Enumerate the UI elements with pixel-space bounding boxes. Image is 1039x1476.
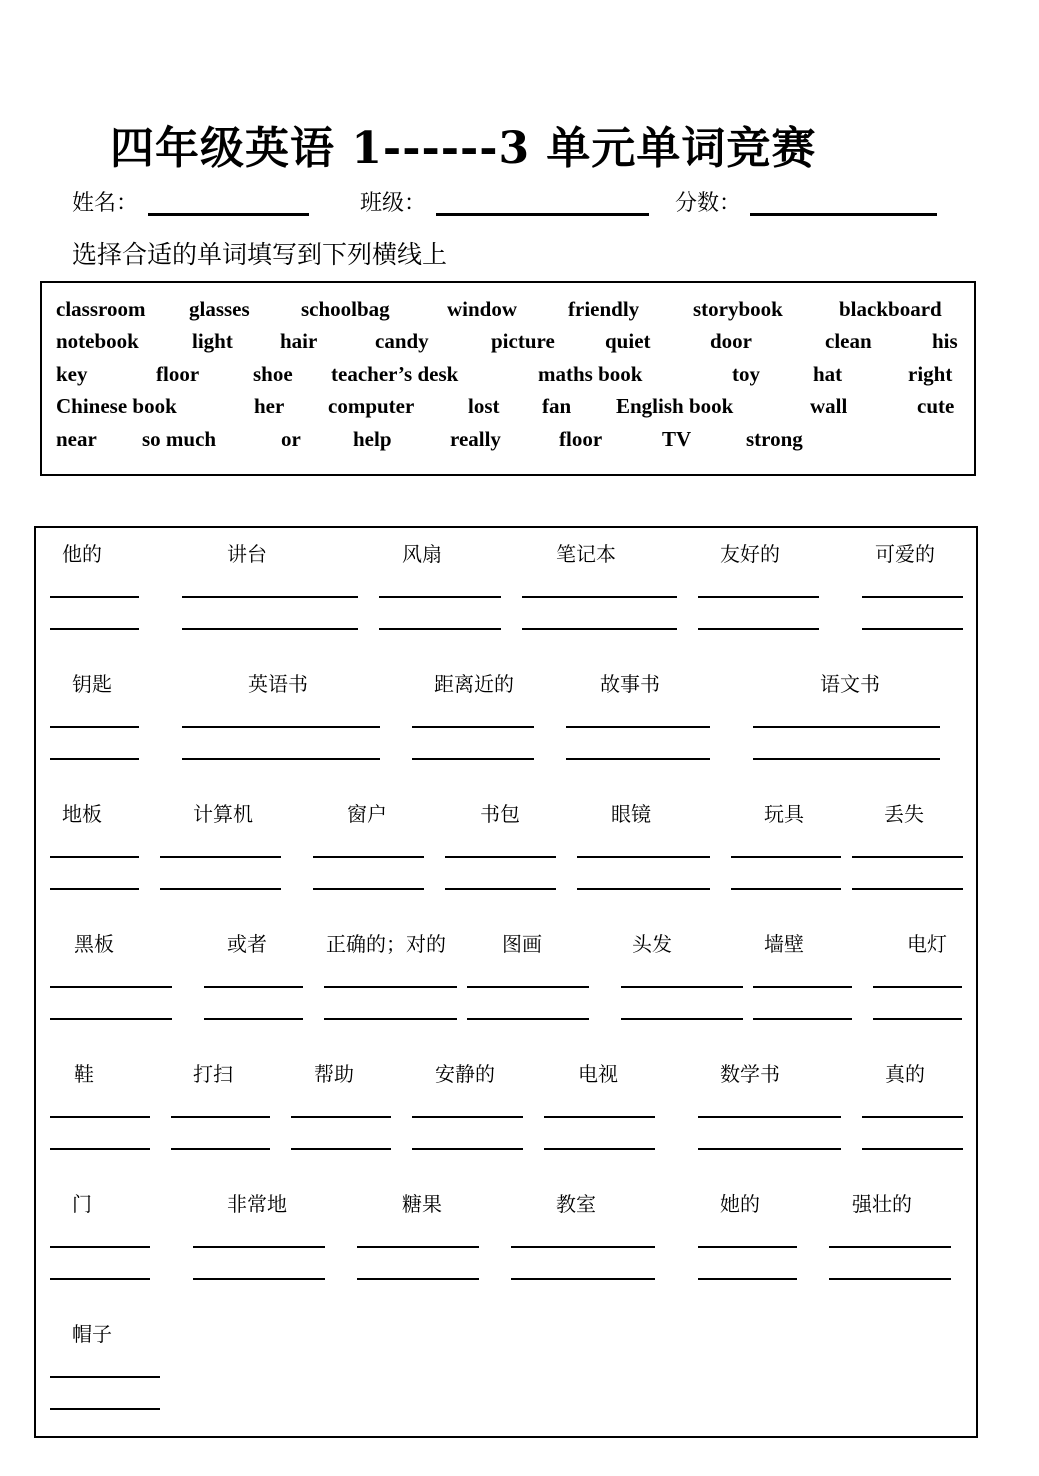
word-bank-word: clean <box>825 329 872 353</box>
word-bank-word: wall <box>810 394 848 418</box>
word-bank-word: fan <box>542 394 572 418</box>
answer-line[interactable] <box>852 888 963 890</box>
word-bank-row <box>42 297 974 329</box>
question-label: 语文书 <box>820 672 880 696</box>
question-label: 故事书 <box>600 672 660 696</box>
answer-line[interactable] <box>50 1116 150 1118</box>
answer-line[interactable] <box>544 1116 655 1118</box>
answer-line[interactable] <box>50 1376 160 1378</box>
answer-line[interactable] <box>566 726 710 728</box>
name-label: 姓名： <box>72 191 139 216</box>
question-label: 或者 <box>227 932 267 956</box>
word-bank-word: lost <box>468 394 500 418</box>
answer-line[interactable] <box>698 1116 841 1118</box>
answer-line[interactable] <box>698 1148 841 1150</box>
question-label: 电灯 <box>907 932 947 956</box>
answer-line[interactable] <box>753 986 852 988</box>
word-bank-word: so much <box>142 427 217 451</box>
word-bank-word: classroom <box>56 297 146 321</box>
question-label: 糖果 <box>402 1192 442 1216</box>
question-label: 图画 <box>502 932 542 956</box>
score-label: 分数： <box>675 191 742 216</box>
word-bank-word: help <box>353 427 392 451</box>
answer-line[interactable] <box>698 1246 797 1248</box>
question-label: 黑板 <box>74 932 114 956</box>
page-title: 四年级英语 1------3 单元单词竞赛 <box>110 123 817 174</box>
word-bank-word: window <box>447 297 518 321</box>
answer-line[interactable] <box>412 726 534 728</box>
word-bank-word: storybook <box>693 297 783 321</box>
answer-line[interactable] <box>753 758 940 760</box>
word-bank-word: friendly <box>568 297 640 321</box>
answer-line[interactable] <box>698 628 819 630</box>
word-bank-word: his <box>932 329 958 353</box>
word-bank-word: blackboard <box>839 297 942 321</box>
question-label: 书包 <box>480 802 520 826</box>
answer-line[interactable] <box>873 1018 962 1020</box>
answer-line[interactable] <box>544 1148 655 1150</box>
word-bank-word: floor <box>156 362 200 386</box>
answer-line[interactable] <box>511 1278 655 1280</box>
questions-box <box>34 526 978 1438</box>
word-bank-word: notebook <box>56 329 139 353</box>
answer-line[interactable] <box>182 628 358 630</box>
answer-line[interactable] <box>160 888 281 890</box>
word-bank-word: hair <box>280 329 318 353</box>
answer-line[interactable] <box>357 1246 479 1248</box>
answer-line[interactable] <box>171 1116 270 1118</box>
instruction-text: 选择合适的单词填写到下列横线上 <box>72 240 448 269</box>
answer-line[interactable] <box>324 986 457 988</box>
answer-line[interactable] <box>313 888 424 890</box>
word-bank-word: really <box>450 427 501 451</box>
answer-line[interactable] <box>324 1018 457 1020</box>
answer-line[interactable] <box>50 856 139 858</box>
word-bank-row <box>42 427 974 459</box>
answer-line[interactable] <box>204 1018 303 1020</box>
word-bank-word: strong <box>746 427 803 451</box>
word-bank-word: shoe <box>253 362 293 386</box>
word-bank-word: quiet <box>605 329 651 353</box>
word-bank-row <box>42 329 974 361</box>
answer-line[interactable] <box>511 1246 655 1248</box>
question-label: 英语书 <box>248 672 308 696</box>
answer-line[interactable] <box>621 1018 743 1020</box>
answer-line[interactable] <box>731 888 841 890</box>
question-label: 他的 <box>62 542 102 566</box>
answer-line[interactable] <box>753 726 940 728</box>
word-bank-box <box>40 281 976 476</box>
word-bank-word: key <box>56 362 88 386</box>
question-label: 真的 <box>885 1062 925 1086</box>
answer-line[interactable] <box>873 986 962 988</box>
answer-line[interactable] <box>467 1018 589 1020</box>
answer-line[interactable] <box>50 1018 172 1020</box>
question-label: 墙壁 <box>764 932 804 956</box>
word-bank-word: picture <box>491 329 555 353</box>
question-label: 窗户 <box>347 802 387 826</box>
answer-line[interactable] <box>50 1148 150 1150</box>
word-bank-word: hat <box>813 362 843 386</box>
word-bank-word: toy <box>732 362 760 386</box>
answer-line[interactable] <box>50 1278 150 1280</box>
score-field-line[interactable] <box>750 213 937 216</box>
question-label: 可爱的 <box>875 542 935 566</box>
word-bank-word: Chinese book <box>56 394 177 418</box>
answer-line[interactable] <box>412 1148 523 1150</box>
class-field-line[interactable] <box>436 213 649 216</box>
answer-line[interactable] <box>182 596 358 598</box>
question-label: 正确的；对的 <box>326 932 446 956</box>
answer-line[interactable] <box>182 726 380 728</box>
question-label: 打扫 <box>193 1062 233 1086</box>
answer-line[interactable] <box>357 1278 479 1280</box>
answer-line[interactable] <box>50 1408 160 1410</box>
word-bank-word: English book <box>616 394 734 418</box>
answer-line[interactable] <box>829 1246 951 1248</box>
answer-line[interactable] <box>50 628 139 630</box>
word-bank-word: computer <box>328 394 415 418</box>
answer-line[interactable] <box>829 1278 951 1280</box>
question-label: 友好的 <box>720 542 780 566</box>
answer-line[interactable] <box>379 596 501 598</box>
question-label: 帽子 <box>72 1322 112 1346</box>
word-bank-word: floor <box>559 427 603 451</box>
answer-line[interactable] <box>193 1246 325 1248</box>
answer-line[interactable] <box>467 986 589 988</box>
answer-line[interactable] <box>862 1148 963 1150</box>
answer-line[interactable] <box>445 856 556 858</box>
question-label: 门 <box>72 1192 92 1216</box>
answer-line[interactable] <box>171 1148 270 1150</box>
question-label: 笔记本 <box>556 542 616 566</box>
answer-line[interactable] <box>862 628 963 630</box>
answer-line[interactable] <box>291 1116 391 1118</box>
question-label: 她的 <box>720 1192 760 1216</box>
word-bank-word: schoolbag <box>301 297 390 321</box>
question-label: 帮助 <box>314 1062 354 1086</box>
word-bank-word: TV <box>662 427 692 451</box>
answer-line[interactable] <box>193 1278 325 1280</box>
answer-line[interactable] <box>50 758 139 760</box>
answer-line[interactable] <box>50 726 139 728</box>
answer-line[interactable] <box>862 596 963 598</box>
answer-line[interactable] <box>566 758 710 760</box>
name-field-line[interactable] <box>148 213 309 216</box>
word-bank-word: right <box>908 362 953 386</box>
answer-line[interactable] <box>50 1246 150 1248</box>
word-bank-word: cute <box>917 394 955 418</box>
answer-line[interactable] <box>522 628 677 630</box>
answer-line[interactable] <box>731 856 841 858</box>
answer-line[interactable] <box>621 986 743 988</box>
question-label: 数学书 <box>720 1062 780 1086</box>
answer-line[interactable] <box>698 1278 797 1280</box>
word-bank-word: door <box>710 329 752 353</box>
word-bank-word: candy <box>375 329 429 353</box>
word-bank-word: glasses <box>189 297 250 321</box>
question-label: 电视 <box>578 1062 618 1086</box>
answer-line[interactable] <box>753 1018 852 1020</box>
answer-line[interactable] <box>698 596 819 598</box>
question-label: 强壮的 <box>852 1192 912 1216</box>
answer-line[interactable] <box>291 1148 391 1150</box>
answer-line[interactable] <box>412 758 534 760</box>
question-label: 非常地 <box>227 1192 287 1216</box>
answer-line[interactable] <box>445 888 556 890</box>
question-label: 距离近的 <box>434 672 514 696</box>
answer-line[interactable] <box>379 628 501 630</box>
question-label: 讲台 <box>227 542 267 566</box>
word-bank-word: near <box>56 427 97 451</box>
question-label: 玩具 <box>764 802 804 826</box>
question-label: 地板 <box>62 802 102 826</box>
answer-line[interactable] <box>522 596 677 598</box>
word-bank-word: teacher’s desk <box>331 362 459 386</box>
word-bank-row <box>42 394 974 426</box>
class-label: 班级： <box>360 191 427 216</box>
answer-line[interactable] <box>204 986 303 988</box>
word-bank-word: light <box>192 329 233 353</box>
word-bank-row <box>42 362 974 394</box>
answer-line[interactable] <box>577 856 710 858</box>
answer-line[interactable] <box>50 888 139 890</box>
word-bank-word: her <box>254 394 285 418</box>
question-label: 头发 <box>632 932 672 956</box>
answer-line[interactable] <box>577 888 710 890</box>
question-label: 教室 <box>556 1192 596 1216</box>
question-label: 钥匙 <box>72 672 112 696</box>
answer-line[interactable] <box>862 1116 963 1118</box>
answer-line[interactable] <box>50 596 139 598</box>
answer-line[interactable] <box>412 1116 523 1118</box>
question-label: 丢失 <box>884 802 924 826</box>
question-label: 安静的 <box>435 1062 495 1086</box>
answer-line[interactable] <box>160 856 281 858</box>
question-label: 风扇 <box>402 542 442 566</box>
answer-line[interactable] <box>182 758 380 760</box>
word-bank-word: or <box>281 427 301 451</box>
answer-line[interactable] <box>852 856 963 858</box>
answer-line[interactable] <box>313 856 424 858</box>
question-label: 计算机 <box>193 802 253 826</box>
answer-line[interactable] <box>50 986 172 988</box>
question-label: 眼镜 <box>611 802 651 826</box>
question-label: 鞋 <box>74 1062 94 1086</box>
word-bank-word: maths book <box>538 362 643 386</box>
